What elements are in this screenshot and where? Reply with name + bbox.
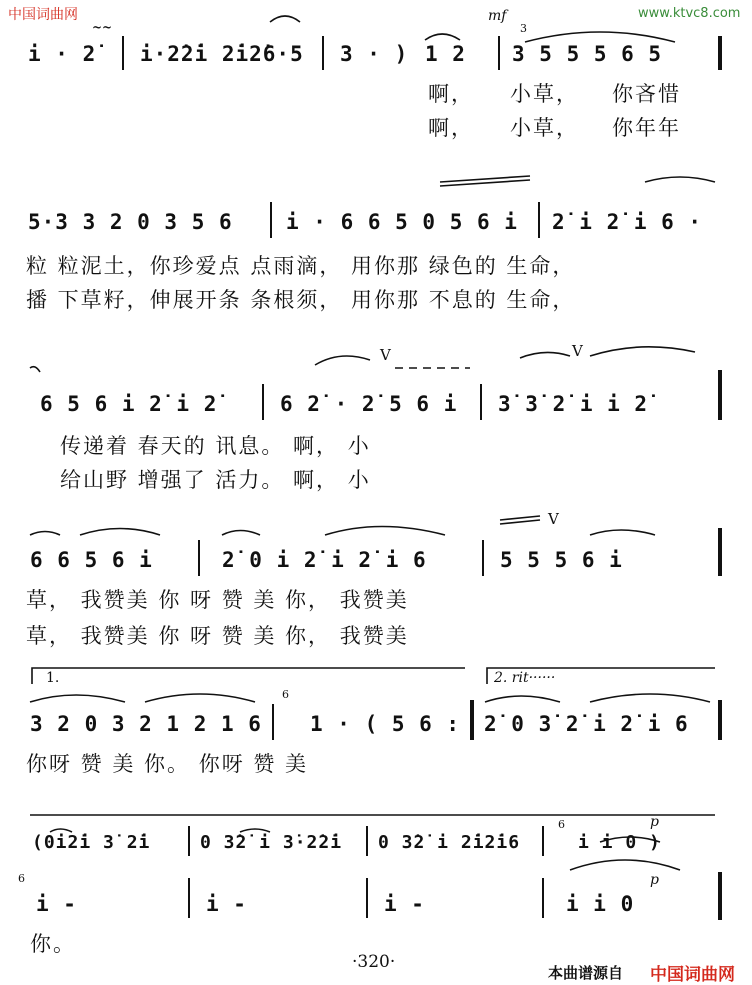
notes-s1-m5: 3 5 5 5 6 5 [512, 42, 663, 66]
lyric-s3-v1: 传递着 春天的 讯息。 啊， 小 [60, 434, 371, 458]
notes-s1-m2: i·2̇2̇i 2̇i2̇6·5 [140, 42, 304, 66]
page-number: ·320· [352, 952, 396, 972]
dynamic-p-lower: p [650, 872, 659, 888]
breath-mark-1: V [380, 346, 391, 364]
notes-s2-m2: i · 6 6 5 0 5 6 i [286, 210, 518, 234]
lyric-s4-v2: 草， 我赞美 你 呀 赞 美 你， 我赞美 [26, 624, 409, 648]
footer-site-logo: 中国词曲网 [650, 965, 735, 985]
lyric-s6: 你。 [30, 932, 76, 956]
lyric-s4-v1: 草， 我赞美 你 呀 赞 美 你， 我赞美 [26, 588, 409, 612]
lyric-s2-v2: 播 下草籽，伸展开条 条根须， 用你那 不息的 生命， [26, 288, 576, 312]
lyric-s1-v1-c: 你吝惜 [612, 82, 681, 106]
notes-s1-m4: 1 2 [425, 42, 466, 66]
notes-s3-m2: 6 2̇ · 2̇ 5 6 i [280, 392, 458, 416]
grace-note-6b: 6 [558, 818, 565, 831]
grace-note-3: 3 [520, 22, 527, 35]
volta-first-ending: 1. [46, 670, 60, 686]
footer-source-label: 本曲谱源自 [548, 964, 624, 982]
volta-second-ending: 2. rit······ [494, 670, 556, 686]
notes-s2-m3: 2̇ i 2̇ i 6 · [552, 210, 703, 234]
inner-notes-m3: 0 3̇2̇ i 2̇i2̇i6 [378, 832, 521, 853]
breath-mark-3: V [548, 510, 559, 528]
notes-s4-m2: 2̇ 0 i 2̇ i 2̇ i 6 [222, 548, 427, 572]
inner-notes-m1: (0i2̇i 3̇ 2̇i [32, 832, 151, 853]
main-notes-m3: i - [384, 892, 425, 916]
notes-s5-m1: 3 2 0 3 2 1 2 1 6 [30, 712, 262, 736]
grace-note-6c: 6 [18, 872, 25, 885]
site-watermark-logo: 中国词曲网 [8, 7, 78, 23]
notes-s1-m3: 3 · ) [340, 42, 409, 66]
lyric-s3-v2: 给山野 增强了 活力。 啊， 小 [60, 468, 371, 492]
notes-s4-m1: 6 6 5 6 i [30, 548, 153, 572]
dynamic-p-upper: p [650, 814, 659, 830]
site-watermark-url: www.ktvc8.com [638, 6, 741, 21]
lyric-s5: 你呀 赞 美 你。 你呀 赞 美 [26, 752, 309, 776]
notes-s3-m1: 6 5 6 i 2̇ i 2̇ [40, 392, 218, 416]
main-notes-m4: i i 0 [566, 892, 635, 916]
dynamic-mf: mf [488, 8, 507, 24]
lyric-s1-v1-a: 啊， [428, 82, 474, 106]
lyric-s1-v2-a: 啊， [428, 116, 474, 140]
notes-s1-m1: i · 2̇ [28, 42, 97, 66]
notes-s4-m3: 5 5 5 6 i [500, 548, 623, 572]
lyric-s1-v1-b: 小草， [510, 82, 579, 106]
main-notes-m1: i - [36, 892, 77, 916]
inner-notes-m2: 0 3̇2̇ i 3̇·2̇2̇i [200, 832, 343, 853]
notes-s5-m2: 1 · ( 5 6 : [310, 712, 461, 736]
lyric-s1-v2-c: 你年年 [612, 116, 681, 140]
notes-s5-m3: 2̇ 0 3̇ 2̇ i 2̇ i 6 [484, 712, 689, 736]
lyric-s2-v1: 粒 粒泥土，你珍爱点 点雨滴， 用你那 绿色的 生命， [26, 254, 576, 278]
grace-note-6a: 6 [282, 688, 289, 701]
inner-notes-m4: i i 0 ) [578, 832, 661, 853]
breath-mark-2: V [572, 342, 583, 360]
main-notes-m2: i - [206, 892, 247, 916]
lyric-s1-v2-b: 小草， [510, 116, 579, 140]
notes-s3-m3: 3̇ 3̇ 2̇ i i 2̇ [498, 392, 649, 416]
notes-s2-m1: 5·3 3 2 0 3 5 6 [28, 210, 233, 234]
